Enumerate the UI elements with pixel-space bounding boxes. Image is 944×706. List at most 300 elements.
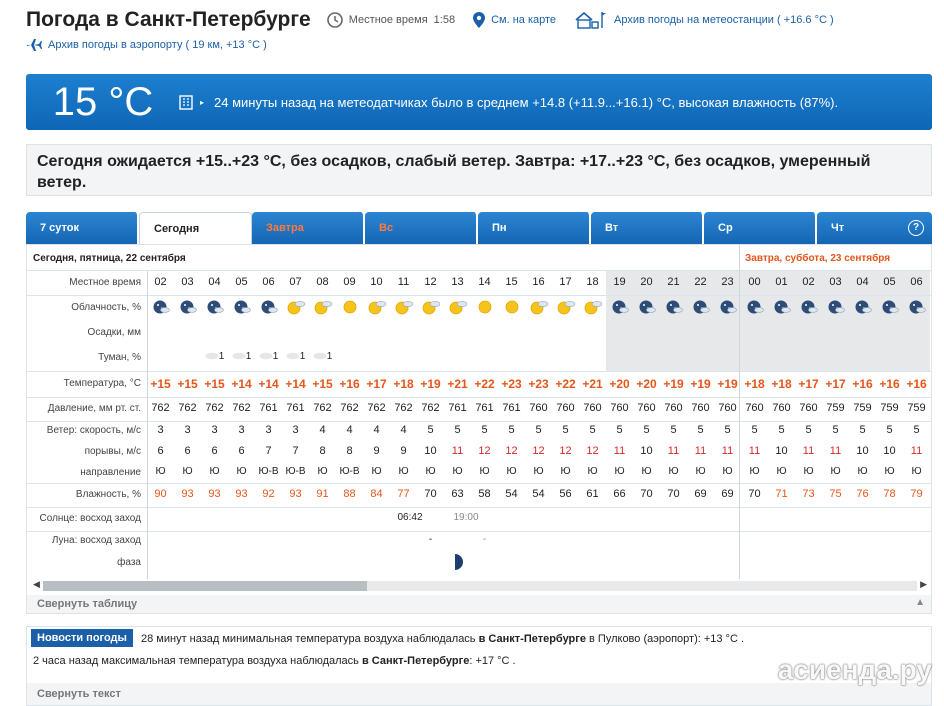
wind-speed-cell: 5: [778, 424, 785, 436]
help-icon[interactable]: ?: [908, 220, 924, 236]
temperature-cell: +21: [447, 377, 468, 391]
tab-label: Завтра: [266, 222, 304, 234]
row-divider: [27, 507, 932, 508]
fog-cell: [201, 351, 228, 362]
news-text: в Пулково (аэропорт): +13 °C .: [585, 633, 745, 645]
pressure-cell: 760: [529, 402, 548, 414]
collapse-text-button[interactable]: [27, 683, 931, 705]
hour-cell: 11: [397, 276, 410, 288]
temperature-cell: +16: [339, 377, 360, 391]
night-cloud-icon: [260, 299, 278, 315]
wind-speed-cell: 5: [751, 424, 758, 436]
temperature-cell: +14: [258, 377, 279, 391]
pressure-cell: 761: [502, 402, 521, 414]
fog-icon: [232, 352, 246, 360]
pressure-cell: 762: [394, 402, 413, 414]
row-label-temp: Температура, °C: [63, 378, 141, 389]
hour-cell: 07: [289, 276, 302, 288]
gust-cell: 10: [883, 445, 896, 457]
hour-cell: 08: [316, 276, 329, 288]
archive-station-link[interactable]: [574, 10, 834, 30]
direction-cell: Ю-В: [258, 466, 279, 477]
watermark-logo: асиенда.ру: [777, 654, 932, 685]
humidity-cell: 54: [532, 488, 545, 500]
scroll-right-icon[interactable]: ▶: [920, 579, 927, 589]
hour-cell: 22: [694, 276, 707, 288]
fog-icon: [259, 352, 273, 360]
temperature-cell: +15: [150, 377, 171, 391]
cloud-cell: [444, 299, 471, 318]
airplane-icon: [26, 38, 42, 52]
cloud-cell: [174, 299, 201, 318]
humidity-cell: 54: [505, 488, 518, 500]
wind-speed-cell: 5: [616, 424, 623, 436]
sun-cloud-icon: [313, 299, 333, 315]
tab-label: Вс: [379, 222, 394, 234]
cloud-cell: [228, 299, 255, 318]
fog-cell: [309, 351, 336, 362]
gust-cell: 11: [694, 445, 707, 457]
tab-thursday[interactable]: [817, 212, 932, 244]
temperature-cell: +18: [771, 377, 792, 391]
tab-tuesday[interactable]: [591, 212, 704, 244]
temperature-cell: +17: [798, 377, 819, 391]
direction-cell: Ю: [533, 466, 544, 477]
night-cloud-icon: [719, 299, 737, 315]
sunrise-time: 06:42: [397, 512, 423, 523]
pressure-cell: 759: [826, 402, 845, 414]
pressure-cell: 760: [799, 402, 818, 414]
hour-cell: 03: [829, 276, 842, 288]
direction-cell: Ю: [398, 466, 409, 477]
arrow-right-icon: ▸: [200, 97, 205, 107]
page-title: Погода в Санкт-Петербурге: [26, 8, 311, 31]
wind-speed-cell: 3: [292, 424, 299, 436]
gust-cell: 6: [238, 445, 245, 457]
hour-cell: 01: [775, 276, 788, 288]
cloud-cell: [606, 299, 633, 318]
hour-cell: 17: [559, 276, 572, 288]
moon-phase-icon: [444, 553, 471, 574]
wind-speed-cell: 3: [157, 424, 164, 436]
cloud-cell: [525, 299, 552, 318]
direction-cell: Ю: [587, 466, 598, 477]
gust-cell: 6: [184, 445, 191, 457]
direction-cell: Ю: [641, 466, 652, 477]
temperature-cell: +16: [879, 377, 900, 391]
humidity-cell: 70: [424, 488, 437, 500]
gust-cell: 8: [346, 445, 353, 457]
humidity-cell: 90: [154, 488, 167, 500]
temperature-cell: +19: [663, 377, 684, 391]
collapse-text-label[interactable]: Свернуть текст: [37, 688, 121, 700]
tab-wednesday[interactable]: [704, 212, 817, 244]
humidity-cell: 93: [208, 488, 221, 500]
forecast-summary: Сегодня ожидается +15..+23 °C, без осадков, слабый ветер. Завтра: +17..+23 °C, без осадков, умеренный ветер.: [26, 144, 932, 196]
cloud-cell: [633, 299, 660, 318]
cloud-cell: [903, 299, 930, 318]
wind-speed-cell: 5: [454, 424, 461, 436]
direction-cell: Ю: [425, 466, 436, 477]
gust-cell: 11: [748, 445, 761, 457]
night-cloud-icon: [827, 299, 845, 315]
direction-cell: Ю: [830, 466, 841, 477]
gust-cell: 7: [292, 445, 299, 457]
wind-speed-cell: 5: [589, 424, 596, 436]
direction-cell: Ю: [776, 466, 787, 477]
temperature-cell: +18: [744, 377, 765, 391]
fog-cell: [255, 351, 282, 362]
direction-cell: Ю: [857, 466, 868, 477]
gust-cell: 9: [373, 445, 380, 457]
hour-cell: 16: [532, 276, 545, 288]
direction-cell: Ю: [884, 466, 895, 477]
moonrise-time: -: [428, 534, 433, 545]
night-cloud-icon: [854, 299, 872, 315]
wind-speed-cell: 5: [913, 424, 920, 436]
archive-airport-link[interactable]: [26, 38, 267, 52]
temperature-cell: +19: [420, 377, 441, 391]
humidity-cell: 71: [775, 488, 788, 500]
hour-cell: 15: [505, 276, 518, 288]
cloud-cell: [822, 299, 849, 318]
collapse-table-label[interactable]: Свернуть таблицу: [37, 598, 138, 610]
direction-cell: Ю: [695, 466, 706, 477]
direction-cell: Ю-В: [285, 466, 306, 477]
row-label-pressure: Давление, мм рт. ст.: [47, 403, 141, 414]
clock-icon: [327, 12, 343, 28]
row-label-humidity: Влажность, %: [75, 489, 141, 500]
humidity-cell: 70: [748, 488, 761, 500]
direction-cell: Ю: [317, 466, 328, 477]
weather-station-icon: [574, 10, 608, 30]
sensor-message-text: 24 минуты назад на метеодатчиках было в среднем +14.8 (+11.9...+16.1) °C, высокая влажность (87%).: [214, 94, 839, 110]
temperature-cell: +17: [366, 377, 387, 391]
sun-cloud-icon: [421, 299, 441, 315]
temperature-cell: +21: [582, 377, 603, 391]
scroll-thumb[interactable]: [43, 581, 367, 591]
pressure-cell: 761: [448, 402, 467, 414]
temperature-cell: +15: [312, 377, 333, 391]
pressure-cell: 762: [178, 402, 197, 414]
temperature-cell: +17: [825, 377, 846, 391]
cloud-cell: [417, 299, 444, 318]
gust-cell: 6: [157, 445, 164, 457]
direction-cell: Ю: [560, 466, 571, 477]
direction-cell: Ю: [209, 466, 220, 477]
temperature-cell: +16: [852, 377, 873, 391]
hour-cell: 00: [748, 276, 761, 288]
cloud-cell: [876, 299, 903, 318]
sun-icon: [477, 299, 493, 315]
sun-icon: [342, 299, 358, 315]
news-city: в Санкт-Петербурге: [361, 655, 470, 667]
wind-speed-cell: 5: [535, 424, 542, 436]
wind-speed-cell: 4: [346, 424, 353, 436]
row-divider: [27, 531, 932, 532]
humidity-cell: 73: [802, 488, 815, 500]
pressure-cell: 762: [313, 402, 332, 414]
temperature-cell: +20: [636, 377, 657, 391]
tab-sunday[interactable]: [365, 212, 478, 244]
row-label-cloud: Облачность, %: [71, 302, 141, 313]
gust-cell: 11: [802, 445, 815, 457]
hour-cell: 14: [478, 276, 491, 288]
direction-cell: Ю: [749, 466, 760, 477]
pressure-cell: 762: [340, 402, 359, 414]
news-line-1: [141, 633, 744, 645]
archive-station-label[interactable]: Архив погоды на метеостанции ( +16.6 °C ): [614, 14, 834, 26]
cloud-cell: [660, 299, 687, 318]
hourly-grid: [147, 271, 932, 581]
half-moon-icon: [451, 553, 465, 571]
current-temperature: 15 °C: [52, 79, 154, 124]
tab-label: Ср: [718, 222, 733, 234]
row-label-fog: Туман, %: [98, 352, 141, 363]
tab-label: Сегодня: [154, 223, 200, 235]
direction-cell: Ю-В: [339, 466, 360, 477]
pressure-cell: 759: [880, 402, 899, 414]
fog-icon: [313, 352, 327, 360]
wind-speed-cell: 5: [508, 424, 515, 436]
humidity-cell: 75: [829, 488, 842, 500]
pressure-cell: 762: [232, 402, 251, 414]
caret-up-icon[interactable]: ▲: [915, 597, 925, 608]
humidity-cell: 69: [721, 488, 734, 500]
collapse-table-button[interactable]: [27, 595, 932, 614]
hour-cell: 20: [640, 276, 653, 288]
row-label-phase: фаза: [117, 557, 141, 568]
cloud-cell: [282, 299, 309, 318]
hour-cell: 04: [856, 276, 869, 288]
row-label-time: Местное время: [69, 277, 141, 288]
pressure-cell: 760: [583, 402, 602, 414]
pressure-cell: 761: [286, 402, 305, 414]
night-cloud-icon: [233, 299, 251, 315]
night-cloud-icon: [692, 299, 710, 315]
humidity-cell: 70: [640, 488, 653, 500]
temperature-cell: +19: [717, 377, 738, 391]
header: [26, 6, 852, 34]
gust-cell: 11: [667, 445, 680, 457]
date-tomorrow: Завтра, суббота, 23 сентября: [745, 253, 891, 264]
tab-label: Вт: [605, 222, 619, 234]
gust-cell: 8: [319, 445, 326, 457]
pressure-cell: 760: [691, 402, 710, 414]
gust-cell: 11: [451, 445, 464, 457]
direction-cell: Ю: [722, 466, 733, 477]
wind-speed-cell: 5: [805, 424, 812, 436]
archive-airport-label[interactable]: Архив погоды в аэропорту ( 19 км, +13 °C ): [48, 39, 267, 51]
cloud-cell: [552, 299, 579, 318]
cloud-cell: [687, 299, 714, 318]
current-temperature-banner: [26, 74, 932, 130]
pressure-cell: 760: [556, 402, 575, 414]
wind-speed-cell: 3: [238, 424, 245, 436]
cloud-cell: [849, 299, 876, 318]
hour-cell: 02: [802, 276, 815, 288]
hour-cell: 19: [613, 276, 626, 288]
cloud-cell: [147, 299, 174, 318]
tab-today[interactable]: [139, 212, 252, 244]
hour-cell: 06: [262, 276, 275, 288]
row-divider: [27, 483, 932, 484]
sun-cloud-icon: [394, 299, 414, 315]
pressure-cell: 762: [367, 402, 386, 414]
temperature-cell: +23: [501, 377, 522, 391]
day-divider: [739, 245, 740, 579]
tab-tomorrow[interactable]: [252, 212, 365, 244]
pressure-cell: 760: [772, 402, 791, 414]
building-icon: [178, 94, 194, 110]
map-link-label[interactable]: См. на карте: [491, 14, 557, 26]
sunset-time: 19:00: [453, 512, 479, 523]
humidity-cell: 91: [316, 488, 329, 500]
cloud-cell: [201, 299, 228, 318]
wind-speed-cell: 5: [859, 424, 866, 436]
sun-cloud-icon: [529, 299, 549, 315]
night-cloud-icon: [152, 299, 170, 315]
hour-cell: 05: [235, 276, 248, 288]
date-today: Сегодня, пятница, 22 сентября: [33, 253, 186, 264]
gust-cell: 11: [829, 445, 842, 457]
hour-cell: 04: [208, 276, 221, 288]
news-text: 2 часа назад максимальная температура воздуха наблюдалась: [33, 655, 362, 667]
tab-label: Чт: [831, 222, 845, 234]
hour-cell: 02: [154, 276, 167, 288]
humidity-cell: 76: [856, 488, 869, 500]
news-badge[interactable]: Новости погоды: [31, 629, 133, 647]
wind-speed-cell: 3: [184, 424, 191, 436]
humidity-cell: 56: [559, 488, 572, 500]
temperature-cell: +20: [609, 377, 630, 391]
direction-cell: Ю: [452, 466, 463, 477]
pressure-cell: 759: [907, 402, 926, 414]
wind-speed-cell: 5: [697, 424, 704, 436]
hour-cell: 10: [370, 276, 383, 288]
row-divider: [27, 397, 932, 398]
humidity-cell: 93: [181, 488, 194, 500]
gust-cell: 10: [640, 445, 653, 457]
pressure-cell: 760: [610, 402, 629, 414]
cloud-cell: [255, 299, 282, 318]
wind-speed-cell: 5: [832, 424, 839, 436]
humidity-cell: 79: [910, 488, 923, 500]
fog-value: 1: [245, 351, 252, 362]
humidity-cell: 63: [451, 488, 464, 500]
cloud-cell: [714, 299, 741, 318]
sun-cloud-icon: [556, 299, 576, 315]
news-city: в Санкт-Петербурге: [478, 633, 586, 645]
pressure-cell: 761: [475, 402, 494, 414]
map-link[interactable]: [473, 12, 556, 28]
temperature-cell: +22: [474, 377, 495, 391]
pressure-cell: 760: [718, 402, 737, 414]
horizontal-scrollbar[interactable]: [33, 579, 927, 593]
news-line-2: [33, 655, 516, 667]
humidity-cell: 66: [613, 488, 626, 500]
row-label-gusts: порывы, м/с: [84, 446, 141, 457]
fog-value: 1: [299, 351, 306, 362]
gust-cell: 6: [211, 445, 218, 457]
night-cloud-icon: [800, 299, 818, 315]
moonset-time: -: [482, 534, 487, 545]
cloud-cell: [498, 299, 525, 318]
hour-cell: 03: [181, 276, 194, 288]
day-tabs: [26, 212, 932, 244]
pressure-cell: 760: [637, 402, 656, 414]
humidity-cell: 88: [343, 488, 356, 500]
tab-7-days[interactable]: [26, 212, 139, 244]
wind-speed-cell: 4: [319, 424, 326, 436]
night-cloud-icon: [881, 299, 899, 315]
hour-cell: 18: [586, 276, 599, 288]
tab-monday[interactable]: [478, 212, 591, 244]
hour-cell: 21: [667, 276, 680, 288]
direction-cell: Ю: [479, 466, 490, 477]
direction-cell: Ю: [911, 466, 922, 477]
gust-cell: 12: [586, 445, 599, 457]
cloud-cell: [471, 299, 498, 318]
wind-speed-cell: 5: [643, 424, 650, 436]
sun-cloud-icon: [286, 299, 306, 315]
fog-value: 1: [218, 351, 225, 362]
row-label-direction: направление: [80, 467, 141, 478]
pressure-cell: 759: [853, 402, 872, 414]
cloud-cell: [741, 299, 768, 318]
gust-cell: 7: [265, 445, 272, 457]
cloud-cell: [309, 299, 336, 318]
sun-cloud-icon: [448, 299, 468, 315]
gust-cell: 9: [400, 445, 407, 457]
hour-cell: 13: [451, 276, 464, 288]
forecast-table: [26, 244, 932, 614]
sun-cloud-icon: [583, 299, 603, 315]
tab-label: 7 суток: [40, 222, 80, 234]
sensor-message: [178, 94, 838, 110]
humidity-cell: 58: [478, 488, 491, 500]
wind-speed-cell: 3: [265, 424, 272, 436]
direction-cell: Ю: [803, 466, 814, 477]
pressure-cell: 761: [259, 402, 278, 414]
fog-value: 1: [326, 351, 333, 362]
direction-cell: Ю: [182, 466, 193, 477]
local-time: [327, 12, 455, 28]
cloud-cell: [390, 299, 417, 318]
scroll-left-icon[interactable]: ◀: [33, 579, 40, 589]
humidity-cell: 84: [370, 488, 383, 500]
night-cloud-icon: [611, 299, 629, 315]
gust-cell: 12: [532, 445, 545, 457]
hour-cell: 06: [910, 276, 923, 288]
direction-cell: Ю: [668, 466, 679, 477]
row-label-moon: Луна: восход заход: [51, 535, 141, 546]
hour-cell: 23: [721, 276, 734, 288]
temperature-cell: +14: [231, 377, 252, 391]
column-divider: [147, 271, 148, 579]
gust-cell: 11: [721, 445, 734, 457]
temperature-cell: +23: [528, 377, 549, 391]
humidity-cell: 69: [694, 488, 707, 500]
wind-speed-cell: 4: [400, 424, 407, 436]
fog-cell: [282, 351, 309, 362]
fog-icon: [286, 352, 300, 360]
humidity-cell: 92: [262, 488, 275, 500]
local-time-label: Местное время: [348, 14, 428, 26]
wind-speed-cell: 5: [562, 424, 569, 436]
humidity-cell: 70: [667, 488, 680, 500]
gust-cell: 12: [478, 445, 491, 457]
